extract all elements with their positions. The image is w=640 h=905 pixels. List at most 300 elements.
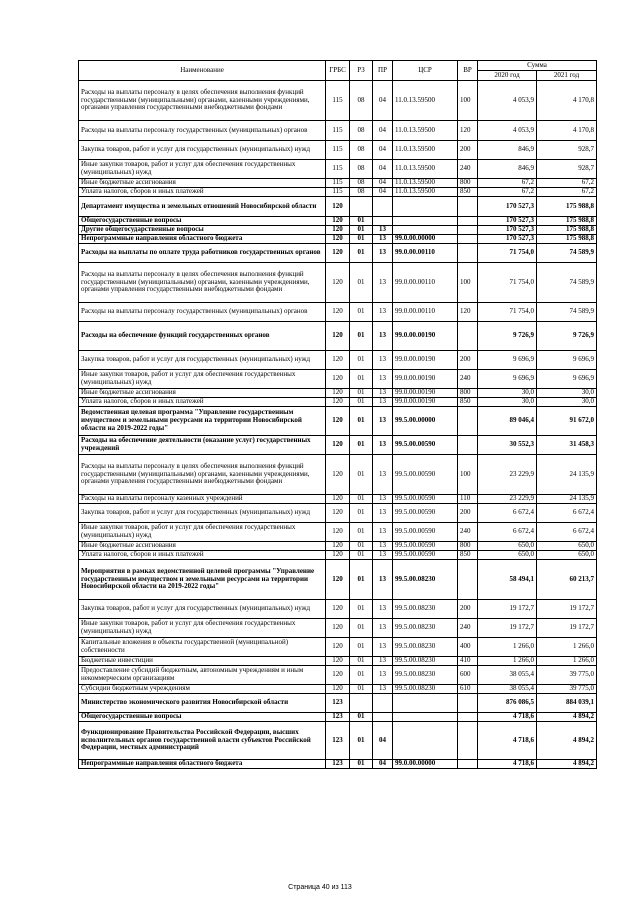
table-row [79,551,597,560]
cell-rz: 08 [350,179,373,188]
cell-grbs: 115 [326,121,350,141]
cell-grbs: 120 [326,523,350,542]
cell-sum-2020: 4 053,9 [478,81,537,121]
cell-rz: 01 [350,322,373,351]
cell-pr: 13 [373,523,393,542]
cell-sum-2020: 1 266,0 [478,657,537,666]
cell-vr: 100 [458,263,478,303]
cell-sum-2020: 9 696,9 [478,351,537,370]
cell-sum-2020: 170 527,3 [478,226,537,235]
cell-rz: 01 [350,303,373,322]
cell-vr [458,713,478,722]
cell-vr [458,722,478,760]
cell-name: Расходы на выплаты персоналу в целях обеспечения выполнения функций государственными (муниципальными) органами, казенными учреждениями, органами управления государственными внебюджетными фондами [79,263,326,303]
cell-name: Закупка товаров, работ и услуг для государственных (муниципальных) нужд [79,504,326,523]
table-row [79,370,597,389]
cell-grbs: 123 [326,713,350,722]
cell-grbs: 120 [326,657,350,666]
table-header [79,61,597,81]
cell-csr: 99.0.00.00110 [393,303,458,322]
cell-sum-2021: 39 775,0 [537,666,597,685]
cell-vr [458,226,478,235]
cell-sum-2021: 4 170,8 [537,121,597,141]
cell-vr: 200 [458,351,478,370]
cell-sum-2021: 19 172,7 [537,600,597,619]
cell-sum-2021: 91 672,0 [537,407,597,436]
cell-sum-2020: 4 718,6 [478,722,537,760]
cell-csr [393,197,458,217]
cell-pr: 04 [373,81,393,121]
cell-csr: 99.0.00.00110 [393,244,458,263]
cell-sum-2020: 9 696,9 [478,370,537,389]
header-name: Наименование [79,61,326,81]
cell-pr: 13 [373,600,393,619]
cell-csr: 99.0.00.00190 [393,389,458,398]
cell-name: Ведомственная целевая программа "Управление государственным имуществом и земельными ресурсами на территории Новосибирской области на 2019-2022 годы" [79,407,326,436]
table-row [79,398,597,407]
cell-name: Мероприятия в рамках ведомственной целевой программы "Управление государственным имуществом и земельными ресурсами на территории Новосибирской области на 2019-2022 годы" [79,560,326,600]
cell-pr [373,197,393,217]
table-row [79,141,597,160]
cell-sum-2020: 67,2 [478,188,537,197]
cell-csr: 99.0.00.00000 [393,235,458,244]
cell-grbs: 120 [326,398,350,407]
table-row [79,523,597,542]
cell-vr: 800 [458,542,478,551]
cell-grbs: 120 [326,504,350,523]
cell-csr: 99.0.00.00190 [393,398,458,407]
cell-grbs: 115 [326,179,350,188]
cell-name: Расходы на выплаты персоналу казенных учреждений [79,495,326,504]
table-row [79,121,597,141]
table-row [79,619,597,638]
cell-name: Иные закупки товаров, работ и услуг для обеспечения государственных (муниципальных) нужд [79,160,326,179]
cell-sum-2020: 170 527,3 [478,235,537,244]
cell-vr: 800 [458,389,478,398]
cell-vr: 410 [458,657,478,666]
cell-name: Расходы на выплаты персоналу в целях обеспечения выполнения функций государственными (муниципальными) органами, казенными учреждениями, органами управления государственными внебюджетными фондами [79,81,326,121]
cell-vr [458,560,478,600]
cell-sum-2020: 30 552,3 [478,436,537,455]
cell-grbs: 120 [326,217,350,226]
cell-csr: 99.5.00.00590 [393,551,458,560]
cell-vr: 610 [458,685,478,694]
cell-rz: 01 [350,600,373,619]
table-row [79,713,597,722]
cell-rz: 01 [350,370,373,389]
cell-sum-2020: 9 726,9 [478,322,537,351]
cell-sum-2020: 4 718,6 [478,713,537,722]
header-sum: Сумма [478,61,597,71]
cell-grbs: 120 [326,389,350,398]
cell-vr: 240 [458,160,478,179]
cell-sum-2021: 884 039,1 [537,694,597,713]
cell-name: Иные закупки товаров, работ и услуг для обеспечения государственных (муниципальных) нужд [79,619,326,638]
cell-csr: 99.5.00.00590 [393,523,458,542]
cell-sum-2021: 1 266,0 [537,638,597,657]
cell-grbs: 120 [326,455,350,495]
cell-sum-2021: 24 135,9 [537,495,597,504]
table-row [79,657,597,666]
cell-name: Общегосударственные вопросы [79,713,326,722]
cell-pr: 13 [373,619,393,638]
cell-csr: 11.0.13.59500 [393,160,458,179]
cell-grbs: 123 [326,722,350,760]
cell-pr: 13 [373,398,393,407]
cell-name: Иные бюджетные ассигнования [79,179,326,188]
cell-vr: 110 [458,495,478,504]
cell-sum-2020: 23 229,9 [478,455,537,495]
cell-sum-2021: 60 213,7 [537,560,597,600]
cell-name: Предоставление субсидий бюджетным, автономным учреждениям и иным некоммерческим организациям [79,666,326,685]
cell-grbs: 120 [326,542,350,551]
table-body [79,81,597,769]
cell-csr: 11.0.13.59500 [393,141,458,160]
cell-name: Иные закупки товаров, работ и услуг для обеспечения государственных (муниципальных) нужд [79,523,326,542]
cell-rz: 01 [350,560,373,600]
cell-name: Капитальные вложения в объекты государственной (муниципальной) собственности [79,638,326,657]
cell-sum-2020: 846,9 [478,160,537,179]
cell-rz: 01 [350,495,373,504]
cell-sum-2021: 175 988,8 [537,226,597,235]
cell-vr [458,322,478,351]
cell-sum-2021: 4 894,2 [537,760,597,769]
cell-sum-2020: 4 718,6 [478,760,537,769]
cell-pr: 13 [373,263,393,303]
cell-sum-2020: 71 754,0 [478,303,537,322]
cell-grbs: 120 [326,600,350,619]
cell-grbs: 115 [326,81,350,121]
cell-vr [458,436,478,455]
cell-name: Расходы на выплаты персоналу в целях обеспечения выполнения функций государственными (муниципальными) органами, казенными учреждениями, органами управления государственными внебюджетными фондами [79,455,326,495]
cell-rz: 01 [350,436,373,455]
cell-vr: 120 [458,121,478,141]
cell-vr: 240 [458,619,478,638]
cell-vr: 850 [458,551,478,560]
cell-sum-2021: 4 894,2 [537,722,597,760]
cell-vr: 600 [458,666,478,685]
cell-name: Расходы на выплаты персоналу государственных (муниципальных) органов [79,303,326,322]
cell-csr: 11.0.13.59500 [393,81,458,121]
cell-rz: 01 [350,263,373,303]
cell-name: Другие общегосударственные вопросы [79,226,326,235]
cell-grbs: 120 [326,666,350,685]
cell-pr: 13 [373,551,393,560]
cell-csr: 99.5.00.00590 [393,542,458,551]
cell-sum-2021: 1 266,0 [537,657,597,666]
cell-pr: 13 [373,638,393,657]
cell-name: Субсидии бюджетным учреждениям [79,685,326,694]
cell-csr: 11.0.13.59500 [393,188,458,197]
cell-sum-2021: 6 672,4 [537,504,597,523]
cell-rz: 01 [350,551,373,560]
cell-grbs: 120 [326,263,350,303]
cell-sum-2021: 24 135,9 [537,455,597,495]
cell-grbs: 120 [326,303,350,322]
cell-name: Иные закупки товаров, работ и услуг для обеспечения государственных (муниципальных) нужд [79,370,326,389]
cell-name: Иные бюджетные ассигнования [79,542,326,551]
table-row [79,197,597,217]
cell-pr: 13 [373,351,393,370]
cell-sum-2021: 74 589,9 [537,263,597,303]
cell-csr [393,226,458,235]
cell-vr: 850 [458,188,478,197]
header-pr: ПР [373,61,393,81]
cell-vr: 240 [458,370,478,389]
cell-rz: 01 [350,760,373,769]
cell-rz: 01 [350,657,373,666]
cell-vr: 200 [458,504,478,523]
cell-vr: 100 [458,81,478,121]
table-row [79,504,597,523]
cell-sum-2020: 67,2 [478,179,537,188]
cell-sum-2020: 846,9 [478,141,537,160]
cell-grbs: 120 [326,370,350,389]
cell-grbs: 120 [326,619,350,638]
cell-rz: 01 [350,685,373,694]
cell-name: Иные бюджетные ассигнования [79,389,326,398]
cell-sum-2021: 67,2 [537,179,597,188]
cell-sum-2021: 175 988,8 [537,197,597,217]
cell-vr [458,694,478,713]
cell-rz: 01 [350,504,373,523]
cell-csr [393,722,458,760]
cell-csr [393,694,458,713]
table-row [79,694,597,713]
cell-pr: 04 [373,722,393,760]
cell-sum-2020: 89 046,4 [478,407,537,436]
cell-sum-2021: 9 726,9 [537,322,597,351]
cell-vr: 400 [458,638,478,657]
cell-name: Расходы на выплаты по оплате труда работников государственных органов [79,244,326,263]
cell-grbs: 120 [326,560,350,600]
cell-sum-2021: 31 458,3 [537,436,597,455]
cell-vr [458,235,478,244]
cell-csr: 99.0.00.00000 [393,760,458,769]
cell-sum-2021: 30,0 [537,389,597,398]
table-row [79,638,597,657]
cell-sum-2020: 58 494,1 [478,560,537,600]
header-vr: ВР [458,61,478,81]
table-row [79,685,597,694]
cell-csr: 99.5.00.08230 [393,619,458,638]
cell-name: Уплата налогов, сборов и иных платежей [79,398,326,407]
cell-vr [458,217,478,226]
header-year-2020: 2020 год [478,71,537,81]
cell-rz: 01 [350,226,373,235]
cell-sum-2020: 71 754,0 [478,263,537,303]
table-row [79,722,597,760]
cell-sum-2020: 30,0 [478,398,537,407]
table-row [79,322,597,351]
cell-vr [458,760,478,769]
cell-pr: 13 [373,322,393,351]
cell-csr: 99.5.00.00000 [393,407,458,436]
cell-pr: 13 [373,407,393,436]
cell-rz: 08 [350,188,373,197]
cell-sum-2021: 928,7 [537,141,597,160]
cell-rz: 08 [350,81,373,121]
cell-grbs: 120 [326,235,350,244]
cell-sum-2020: 38 055,4 [478,685,537,694]
cell-pr [373,694,393,713]
cell-rz: 01 [350,638,373,657]
cell-rz: 01 [350,407,373,436]
cell-csr [393,217,458,226]
cell-vr: 100 [458,455,478,495]
cell-csr: 99.0.00.00190 [393,351,458,370]
table-row [79,263,597,303]
table-row [79,407,597,436]
cell-pr: 04 [373,188,393,197]
cell-sum-2020: 4 053,9 [478,121,537,141]
cell-sum-2020: 6 672,4 [478,504,537,523]
cell-rz: 01 [350,235,373,244]
cell-vr: 240 [458,523,478,542]
cell-sum-2021: 30,0 [537,398,597,407]
cell-sum-2021: 650,0 [537,551,597,560]
cell-sum-2021: 74 589,9 [537,244,597,263]
table-row [79,760,597,769]
table-row [79,188,597,197]
cell-rz: 08 [350,160,373,179]
cell-pr: 04 [373,141,393,160]
cell-pr: 13 [373,685,393,694]
cell-name: Министерство экономического развития Новосибирской области [79,694,326,713]
cell-rz: 08 [350,141,373,160]
cell-pr: 13 [373,542,393,551]
cell-rz: 01 [350,217,373,226]
cell-csr: 99.0.00.00110 [393,263,458,303]
cell-name: Уплата налогов, сборов и иных платежей [79,188,326,197]
cell-sum-2020: 170 527,3 [478,197,537,217]
cell-sum-2020: 876 086,5 [478,694,537,713]
cell-pr: 13 [373,666,393,685]
cell-rz: 01 [350,722,373,760]
cell-name: Закупка товаров, работ и услуг для государственных (муниципальных) нужд [79,351,326,370]
cell-grbs: 120 [326,226,350,235]
cell-pr [373,713,393,722]
cell-sum-2020: 650,0 [478,542,537,551]
table-row [79,600,597,619]
cell-vr [458,244,478,263]
cell-csr: 99.5.00.08230 [393,657,458,666]
cell-rz: 01 [350,523,373,542]
cell-pr: 13 [373,244,393,263]
cell-grbs: 120 [326,351,350,370]
header-rz: РЗ [350,61,373,81]
header-grbs: ГРБС [326,61,350,81]
table-row [79,244,597,263]
cell-vr: 800 [458,179,478,188]
cell-rz: 01 [350,619,373,638]
page-number: Страница 40 из 113 [288,884,352,891]
cell-name: Бюджетные инвестиции [79,657,326,666]
cell-pr: 13 [373,504,393,523]
cell-sum-2021: 928,7 [537,160,597,179]
table-row [79,436,597,455]
cell-name: Непрограммные направления областного бюджета [79,760,326,769]
cell-pr: 13 [373,370,393,389]
cell-sum-2021: 67,2 [537,188,597,197]
cell-name: Закупка товаров, работ и услуг для государственных (муниципальных) нужд [79,600,326,619]
cell-name: Расходы на обеспечение функций государственных органов [79,322,326,351]
cell-rz: 01 [350,398,373,407]
table-row [79,560,597,600]
cell-grbs: 120 [326,197,350,217]
cell-grbs: 120 [326,551,350,560]
cell-pr: 13 [373,455,393,495]
cell-name: Расходы на выплаты персоналу государственных (муниципальных) органов [79,121,326,141]
cell-sum-2020: 23 229,9 [478,495,537,504]
cell-rz: 08 [350,121,373,141]
cell-sum-2020: 30,0 [478,389,537,398]
cell-csr: 99.0.00.00190 [393,322,458,351]
cell-pr: 04 [373,760,393,769]
cell-sum-2021: 9 696,9 [537,351,597,370]
cell-vr: 850 [458,398,478,407]
cell-csr: 99.5.00.00590 [393,495,458,504]
cell-csr: 99.5.00.08230 [393,600,458,619]
cell-grbs: 115 [326,160,350,179]
cell-pr: 13 [373,303,393,322]
table-row [79,81,597,121]
cell-sum-2020: 1 266,0 [478,638,537,657]
cell-rz [350,694,373,713]
cell-grbs: 115 [326,141,350,160]
budget-table [78,60,597,769]
cell-sum-2021: 9 696,9 [537,370,597,389]
table-row [79,495,597,504]
cell-rz: 01 [350,455,373,495]
table-row [79,351,597,370]
table-row [79,226,597,235]
cell-csr: 99.5.00.00590 [393,436,458,455]
cell-name: Закупка товаров, работ и услуг для государственных (муниципальных) нужд [79,141,326,160]
cell-grbs: 120 [326,436,350,455]
cell-grbs: 120 [326,407,350,436]
cell-pr: 13 [373,226,393,235]
cell-csr: 99.5.00.08230 [393,638,458,657]
cell-csr: 11.0.13.59500 [393,121,458,141]
cell-csr: 99.5.00.00590 [393,504,458,523]
cell-vr: 120 [458,303,478,322]
cell-csr: 99.5.00.08230 [393,685,458,694]
cell-vr: 200 [458,141,478,160]
cell-name: Уплата налогов, сборов и иных платежей [79,551,326,560]
cell-sum-2021: 4 170,8 [537,81,597,121]
cell-csr: 99.5.00.08230 [393,666,458,685]
cell-pr: 04 [373,179,393,188]
cell-pr: 04 [373,160,393,179]
cell-vr: 200 [458,600,478,619]
cell-sum-2020: 170 527,3 [478,217,537,226]
cell-pr: 13 [373,495,393,504]
cell-sum-2021: 175 988,8 [537,235,597,244]
table-row [79,179,597,188]
cell-pr: 13 [373,235,393,244]
cell-rz: 01 [350,351,373,370]
cell-grbs: 115 [326,188,350,197]
cell-pr: 13 [373,436,393,455]
cell-rz: 01 [350,542,373,551]
cell-name: Непрограммные направления областного бюджета [79,235,326,244]
cell-sum-2021: 175 988,8 [537,217,597,226]
cell-csr: 99.5.00.08230 [393,560,458,600]
table-row [79,666,597,685]
cell-vr [458,407,478,436]
cell-pr: 13 [373,657,393,666]
